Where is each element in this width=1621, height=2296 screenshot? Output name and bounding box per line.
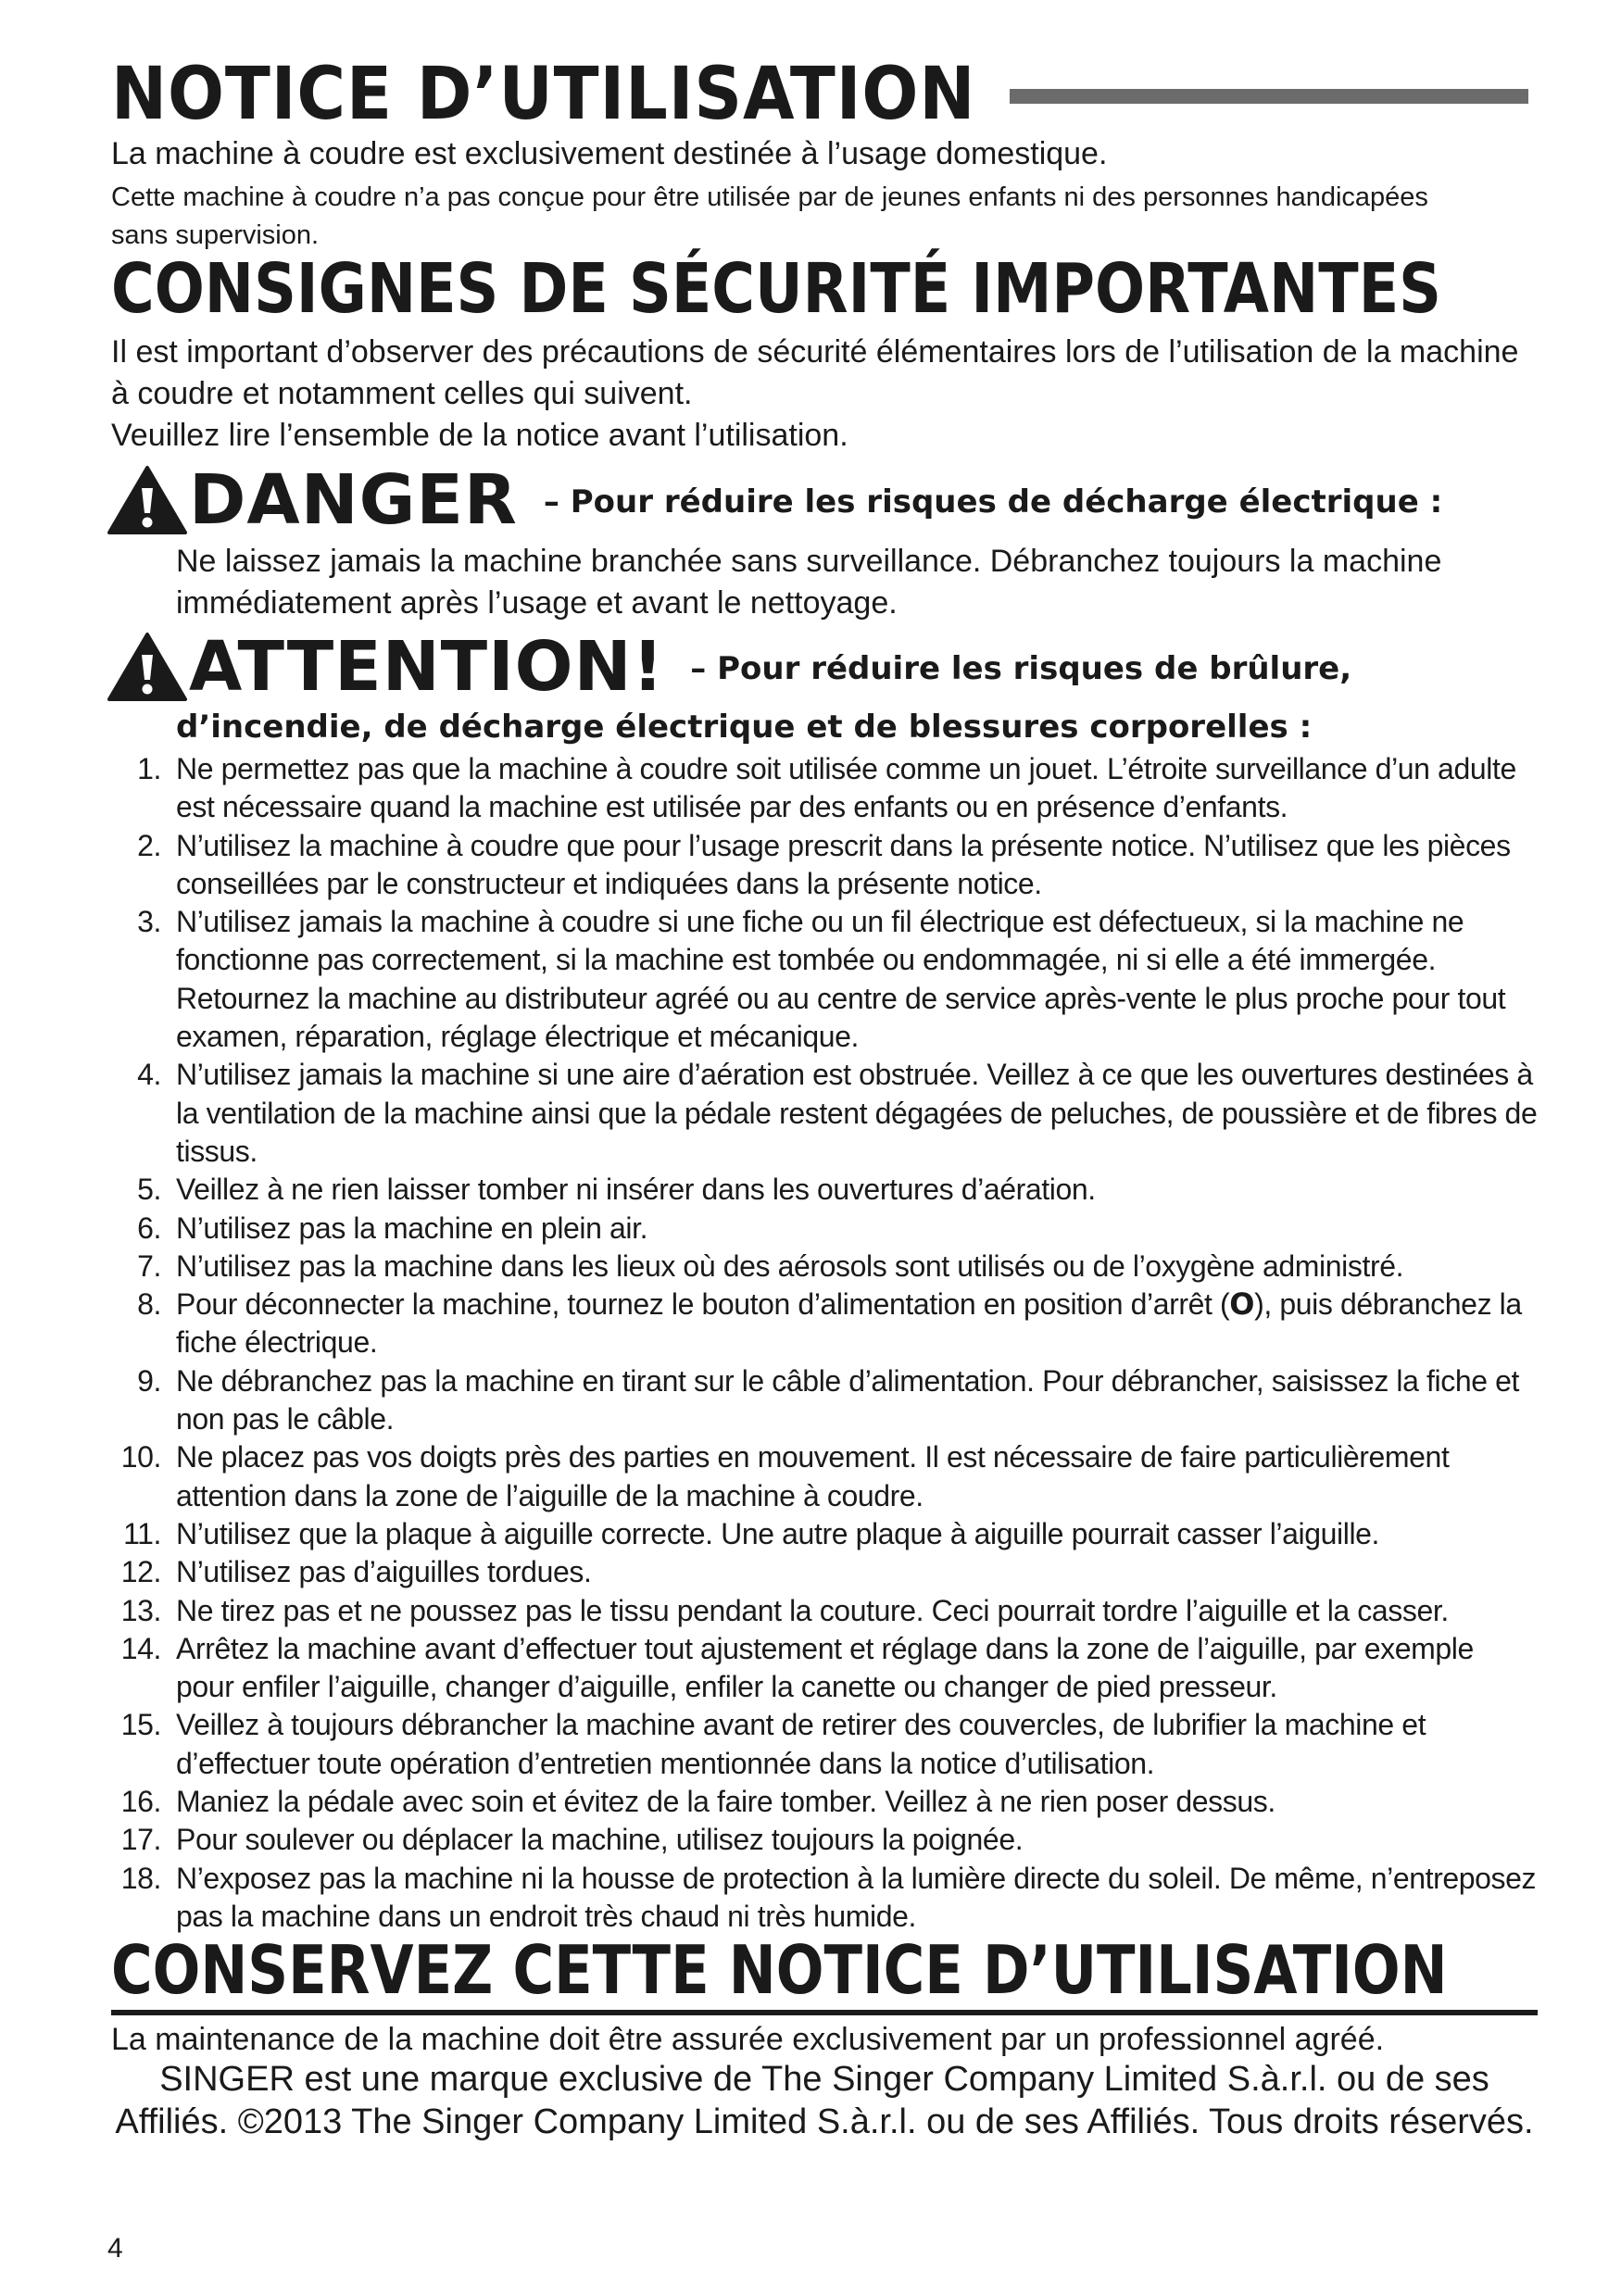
item-text: N’utilisez pas la machine en plein air. bbox=[176, 1211, 648, 1245]
title-rule bbox=[1010, 89, 1528, 104]
list-item bbox=[111, 1248, 1538, 1286]
danger-heading bbox=[107, 459, 1442, 541]
item-text: N’utilisez la machine à coudre que pour l’usage prescrit dans la présente notice. N’utilisez que les pièces conseillées par le constructeur et indiquées dans la présente notice. bbox=[176, 828, 1511, 900]
list-item bbox=[111, 1210, 1538, 1248]
item-text: Arrêtez la machine avant d’effectuer tout ajustement et réglage dans la zone de l’aiguille, par exemple pour enfiler l’aiguille, changer d’aiguille, enfiler la canette ou changer de pied presseur. bbox=[176, 1631, 1474, 1704]
item-text: Veillez à ne rien laisser tomber ni insérer dans les ouvertures d’aération. bbox=[176, 1173, 1096, 1207]
list-item bbox=[111, 750, 1538, 827]
item-number: 9. bbox=[137, 1363, 161, 1398]
power-off-symbol: O bbox=[1229, 1286, 1255, 1323]
list-item bbox=[111, 1821, 1538, 1859]
item-text: Pour déconnecter la machine, tournez le bouton d’alimentation en position d’arrêt ( bbox=[176, 1287, 1230, 1322]
item-number: 2. bbox=[137, 828, 161, 862]
safety-paragraph-2: Veuillez lire l’ensemble de la notice avant l’utilisation. bbox=[111, 418, 848, 453]
attention-subtitle-1: – Pour réduire les risques de brûlure, bbox=[690, 650, 1352, 687]
safety-paragraph-1: Il est important d’observer des précautions de sécurité élémentaires lors de l’utilisation de la machine à coudre et notamment celles qui suivent. bbox=[111, 334, 1519, 411]
list-item bbox=[111, 1515, 1538, 1553]
page-title: NOTICE D’UTILISATION bbox=[111, 53, 976, 136]
copyright-text: SINGER est une marque exclusive de The Singer Company Limited S.à.r.l. ou de ses Affiliés. ©2013 The Singer Company Limited S.à.r.l. ou de ses Affiliés. Tous droits réservés. bbox=[115, 2060, 1534, 2141]
list-item bbox=[111, 1056, 1538, 1171]
attention-word: ATTENTION! bbox=[189, 627, 665, 707]
item-number: 18. bbox=[120, 1861, 161, 1895]
item-number: 11. bbox=[123, 1516, 161, 1550]
list-item bbox=[111, 903, 1538, 1056]
keep-notice-title: CONSERVEZ CETTE NOTICE D’UTILISATION bbox=[111, 1931, 1448, 2009]
list-item bbox=[111, 1286, 1538, 1362]
intro-line-2: Cette machine à coudre n’a pas conçue pour être utilisée par de jeunes enfants ni des personnes handicapées sans supervision. bbox=[111, 182, 1428, 250]
list-item bbox=[111, 1438, 1538, 1515]
item-number: 15. bbox=[120, 1708, 161, 1742]
warning-triangle-icon bbox=[107, 632, 187, 702]
attention-subtitle-2: d’incendie, de décharge électrique et de blessures corporelles : bbox=[176, 709, 1313, 746]
header bbox=[111, 48, 1533, 141]
list-item bbox=[111, 1706, 1538, 1783]
item-text: N’utilisez pas la machine dans les lieux où des aérosols sont utilisés ou de l’oxygène administré. bbox=[176, 1248, 1404, 1283]
item-number: 8. bbox=[137, 1287, 161, 1322]
safety-title: CONSIGNES DE SÉCURITÉ IMPORTANTES bbox=[111, 249, 1442, 329]
item-text: Ne tirez pas et ne poussez pas le tissu pendant la couture. Ceci pourrait tordre l’aiguille et la casser. bbox=[176, 1593, 1449, 1627]
list-item bbox=[111, 1783, 1538, 1821]
danger-word: DANGER bbox=[189, 460, 518, 540]
list-item bbox=[111, 1553, 1538, 1591]
item-text-after: ), puis débranchez la fiche électrique. bbox=[176, 1287, 1522, 1360]
item-number: 5. bbox=[137, 1173, 161, 1207]
list-item bbox=[111, 1592, 1538, 1630]
item-number: 17. bbox=[120, 1823, 161, 1857]
list-item bbox=[111, 1630, 1538, 1707]
list-item bbox=[111, 827, 1538, 904]
item-text: Ne débranchez pas la machine en tirant sur le câble d’alimentation. Pour débrancher, saisissez la fiche et non pas le câble. bbox=[176, 1363, 1519, 1437]
warning-triangle-icon bbox=[107, 465, 187, 535]
item-number: 1. bbox=[137, 752, 161, 785]
item-text: N’utilisez jamais la machine si une aire d’aération est obstruée. Veillez à ce que les ouvertures destinées à la ventilation de la machine ainsi que la pédale restent dégagées de peluches, de poussière et de fibres de tissus. bbox=[176, 1058, 1538, 1168]
item-number: 14. bbox=[120, 1631, 161, 1665]
safety-intro bbox=[111, 332, 1538, 457]
list-item bbox=[111, 1171, 1538, 1209]
item-number: 16. bbox=[120, 1785, 161, 1819]
item-text: Maniez la pédale avec soin et évitez de la faire tomber. Veillez à ne rien poser dessus. bbox=[176, 1785, 1275, 1819]
item-number: 4. bbox=[137, 1058, 161, 1092]
item-text: N’exposez pas la machine ni la housse de protection à la lumière directe du soleil. De même, n’entreposez pas la machine dans un endroit très chaud ni très humide. bbox=[176, 1861, 1537, 1933]
item-number: 10. bbox=[120, 1440, 161, 1474]
item-number: 3. bbox=[137, 905, 161, 939]
item-number: 6. bbox=[137, 1211, 161, 1245]
list-item bbox=[111, 1860, 1538, 1937]
intro-line-1: La machine à coudre est exclusivement destinée à l’usage domestique. bbox=[111, 136, 1108, 171]
item-number: 12. bbox=[120, 1555, 161, 1589]
item-text: N’utilisez que la plaque à aiguille correcte. Une autre plaque à aiguille pourrait casser l’aiguille. bbox=[176, 1516, 1380, 1550]
item-text: Veillez à toujours débrancher la machine avant de retirer des couvercles, de lubrifier la machine et d’effectuer toute opération d’entretien mentionnée dans la notice d’utilisation. bbox=[176, 1708, 1426, 1780]
title-underline bbox=[111, 2010, 1538, 2015]
item-text: N’utilisez pas d’aiguilles tordues. bbox=[176, 1555, 592, 1589]
item-text: Pour soulever ou déplacer la machine, utilisez toujours la poignée. bbox=[176, 1823, 1024, 1857]
page-number: 4 bbox=[107, 2233, 123, 2264]
danger-text: Ne laissez jamais la machine branchée sans surveillance. Débranchez toujours la machine immédiatement après l’usage et avant le nettoyage. bbox=[176, 544, 1442, 621]
item-text: N’utilisez jamais la machine à coudre si une fiche ou un fil électrique est défectueux, si la machine ne fonctionne pas correctement, si la machine est tombée ou endommagée, ni si elle a été immergée. Retournez la machine au distributeur agréé ou au centre de service après-vente le plus proche pour tout examen, réparation, réglage électrique et mécanique. bbox=[176, 905, 1506, 1054]
maintenance-text: La maintenance de la machine doit être assurée exclusivement par un professionnel agréé. bbox=[111, 2022, 1385, 2057]
item-text: Ne placez pas vos doigts près des parties en mouvement. Il est nécessaire de faire particulièrement attention dans la zone de l’aiguille de la machine à coudre. bbox=[176, 1440, 1450, 1512]
attention-heading bbox=[107, 626, 1351, 708]
list-item bbox=[111, 1362, 1538, 1439]
danger-subtitle: – Pour réduire les risques de décharge électrique : bbox=[543, 483, 1443, 521]
item-number: 7. bbox=[137, 1248, 161, 1283]
safety-rules-list bbox=[111, 750, 1538, 1936]
item-text: Ne permettez pas que la machine à coudre soit utilisée comme un jouet. L’étroite surveillance d’un adulte est nécessaire quand la machine est utilisée par des enfants ou en présence d’enfants. bbox=[176, 752, 1516, 824]
item-number: 13. bbox=[120, 1593, 161, 1627]
